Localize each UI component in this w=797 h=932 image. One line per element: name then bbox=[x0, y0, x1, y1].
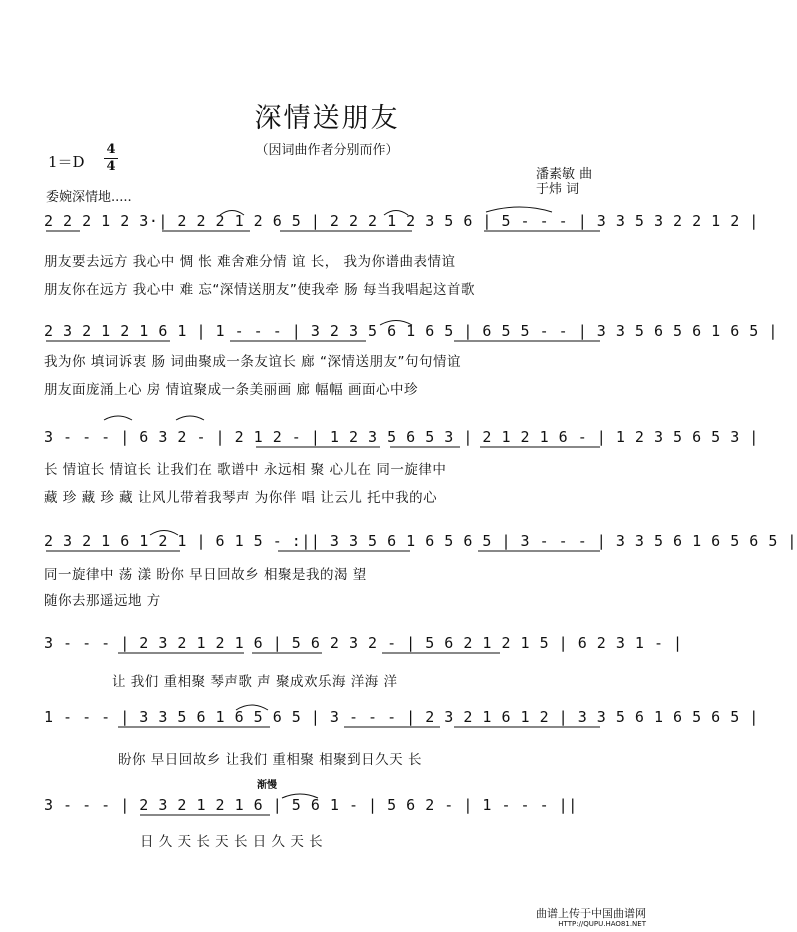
tempo-mark: 渐慢 bbox=[257, 780, 277, 791]
key-signature: 1＝D bbox=[48, 153, 85, 171]
lyrics-line-2b: 朋友面庞涌上心 房 情谊聚成一条美丽画 廊 幅幅 画面心中珍 bbox=[44, 382, 418, 398]
lyrics-line-1a: 朋友要去远方 我心中 惆 怅 难舍难分情 谊 长， 我为你谱曲表情谊 bbox=[44, 254, 456, 270]
lyrics-line-3a: 长 情谊长 情谊长 让我们在 歌谱中 永远相 聚 心儿在 同一旋律中 bbox=[44, 462, 447, 478]
notation-line-3: 3 - - - | 6 3 2 - | 2 1 2 - | 1 2 3 5 6 5 3 | 2 1 2 1 6 - | 1 2 3 5 6 5 3 | bbox=[44, 428, 759, 446]
lyrics-line-3b: 藏 珍 藏 珍 藏 让风儿带着我琴声 为你伴 唱 让云儿 托中我的心 bbox=[44, 490, 438, 506]
notation-line-7: 3 - - - | 2 3 2 1 2 1 6 | 5 6 1 - | 5 6 2 - | 1 - - - || bbox=[44, 796, 578, 814]
notation-line-5: 3 - - - | 2 3 2 1 2 1 6 | 5 6 2 3 2 - | 5 6 2 1 2 1 5 | 6 2 3 1 - | bbox=[44, 634, 683, 652]
lyricist-credit: 于炜 词 bbox=[536, 182, 580, 197]
watermark-line-2: HTTP://QUPU.HAO81.NET bbox=[558, 920, 646, 928]
slur-mark bbox=[104, 416, 132, 420]
composer-credit: 潘素敏 曲 bbox=[536, 167, 593, 182]
notation-line-2: 2 3 2 1 2 1 6 1 | 1 - - - | 3 2 3 5 6 1 6 5 | 6 5 5 - - | 3 3 5 6 5 6 1 6 5 | bbox=[44, 322, 778, 340]
lyrics-line-1b: 朋友你在远方 我心中 难 忘“深情送朋友”使我牵 肠 每当我唱起这首歌 bbox=[44, 282, 475, 298]
song-subtitle: （因词曲作者分别而作） bbox=[255, 143, 399, 158]
time-signature-top: 4 bbox=[106, 142, 116, 157]
lyrics-line-4a: 同一旋律中 荡 漾 盼你 早日回故乡 相聚是我的渴 望 bbox=[44, 567, 367, 583]
lyrics-line-6: 盼你 早日回故乡 让我们 重相聚 相聚到日久天 长 bbox=[118, 752, 422, 768]
time-signature-bottom: 4 bbox=[106, 159, 116, 174]
lyrics-line-5: 让 我们 重相聚 琴声歌 声 聚成欢乐海 洋海 洋 bbox=[112, 674, 398, 690]
lyrics-line-7: 日 久 天 长 天 长 日 久 天 长 bbox=[140, 834, 324, 850]
lyrics-line-2a: 我为你 填词诉衷 肠 词曲聚成一条友谊长 廊 “深情送朋友”句句情谊 bbox=[44, 354, 461, 370]
watermark bbox=[536, 908, 646, 930]
notation-line-1: 2 2 2 1 2 3·| 2 2 2 1 2 6 5 | 2 2 2 1 2 3 5 6 | 5 - - - | 3 3 5 3 2 2 1 2 | bbox=[44, 212, 759, 230]
notation-line-4: 2 3 2 1 6 1 2 1 | 6 1 5 - :|| 3 3 5 6 1 6 5 6 5 | 3 - - - | 3 3 5 6 1 6 5 6 5 | bbox=[44, 532, 797, 550]
song-title: 深情送朋友 bbox=[254, 103, 400, 134]
expression-mark: 委婉深情地..... bbox=[46, 190, 132, 205]
slur-mark bbox=[176, 416, 204, 420]
notation-line-6: 1 - - - | 3 3 5 6 1 6 5 6 5 | 3 - - - | 2 3 2 1 6 1 2 | 3 3 5 6 1 6 5 6 5 | bbox=[44, 708, 759, 726]
watermark-line-1: 曲谱上传于中国曲谱网 bbox=[536, 907, 646, 920]
time-signature bbox=[104, 143, 118, 174]
lyrics-line-4b: 随你去那遥远地 方 bbox=[44, 593, 161, 609]
